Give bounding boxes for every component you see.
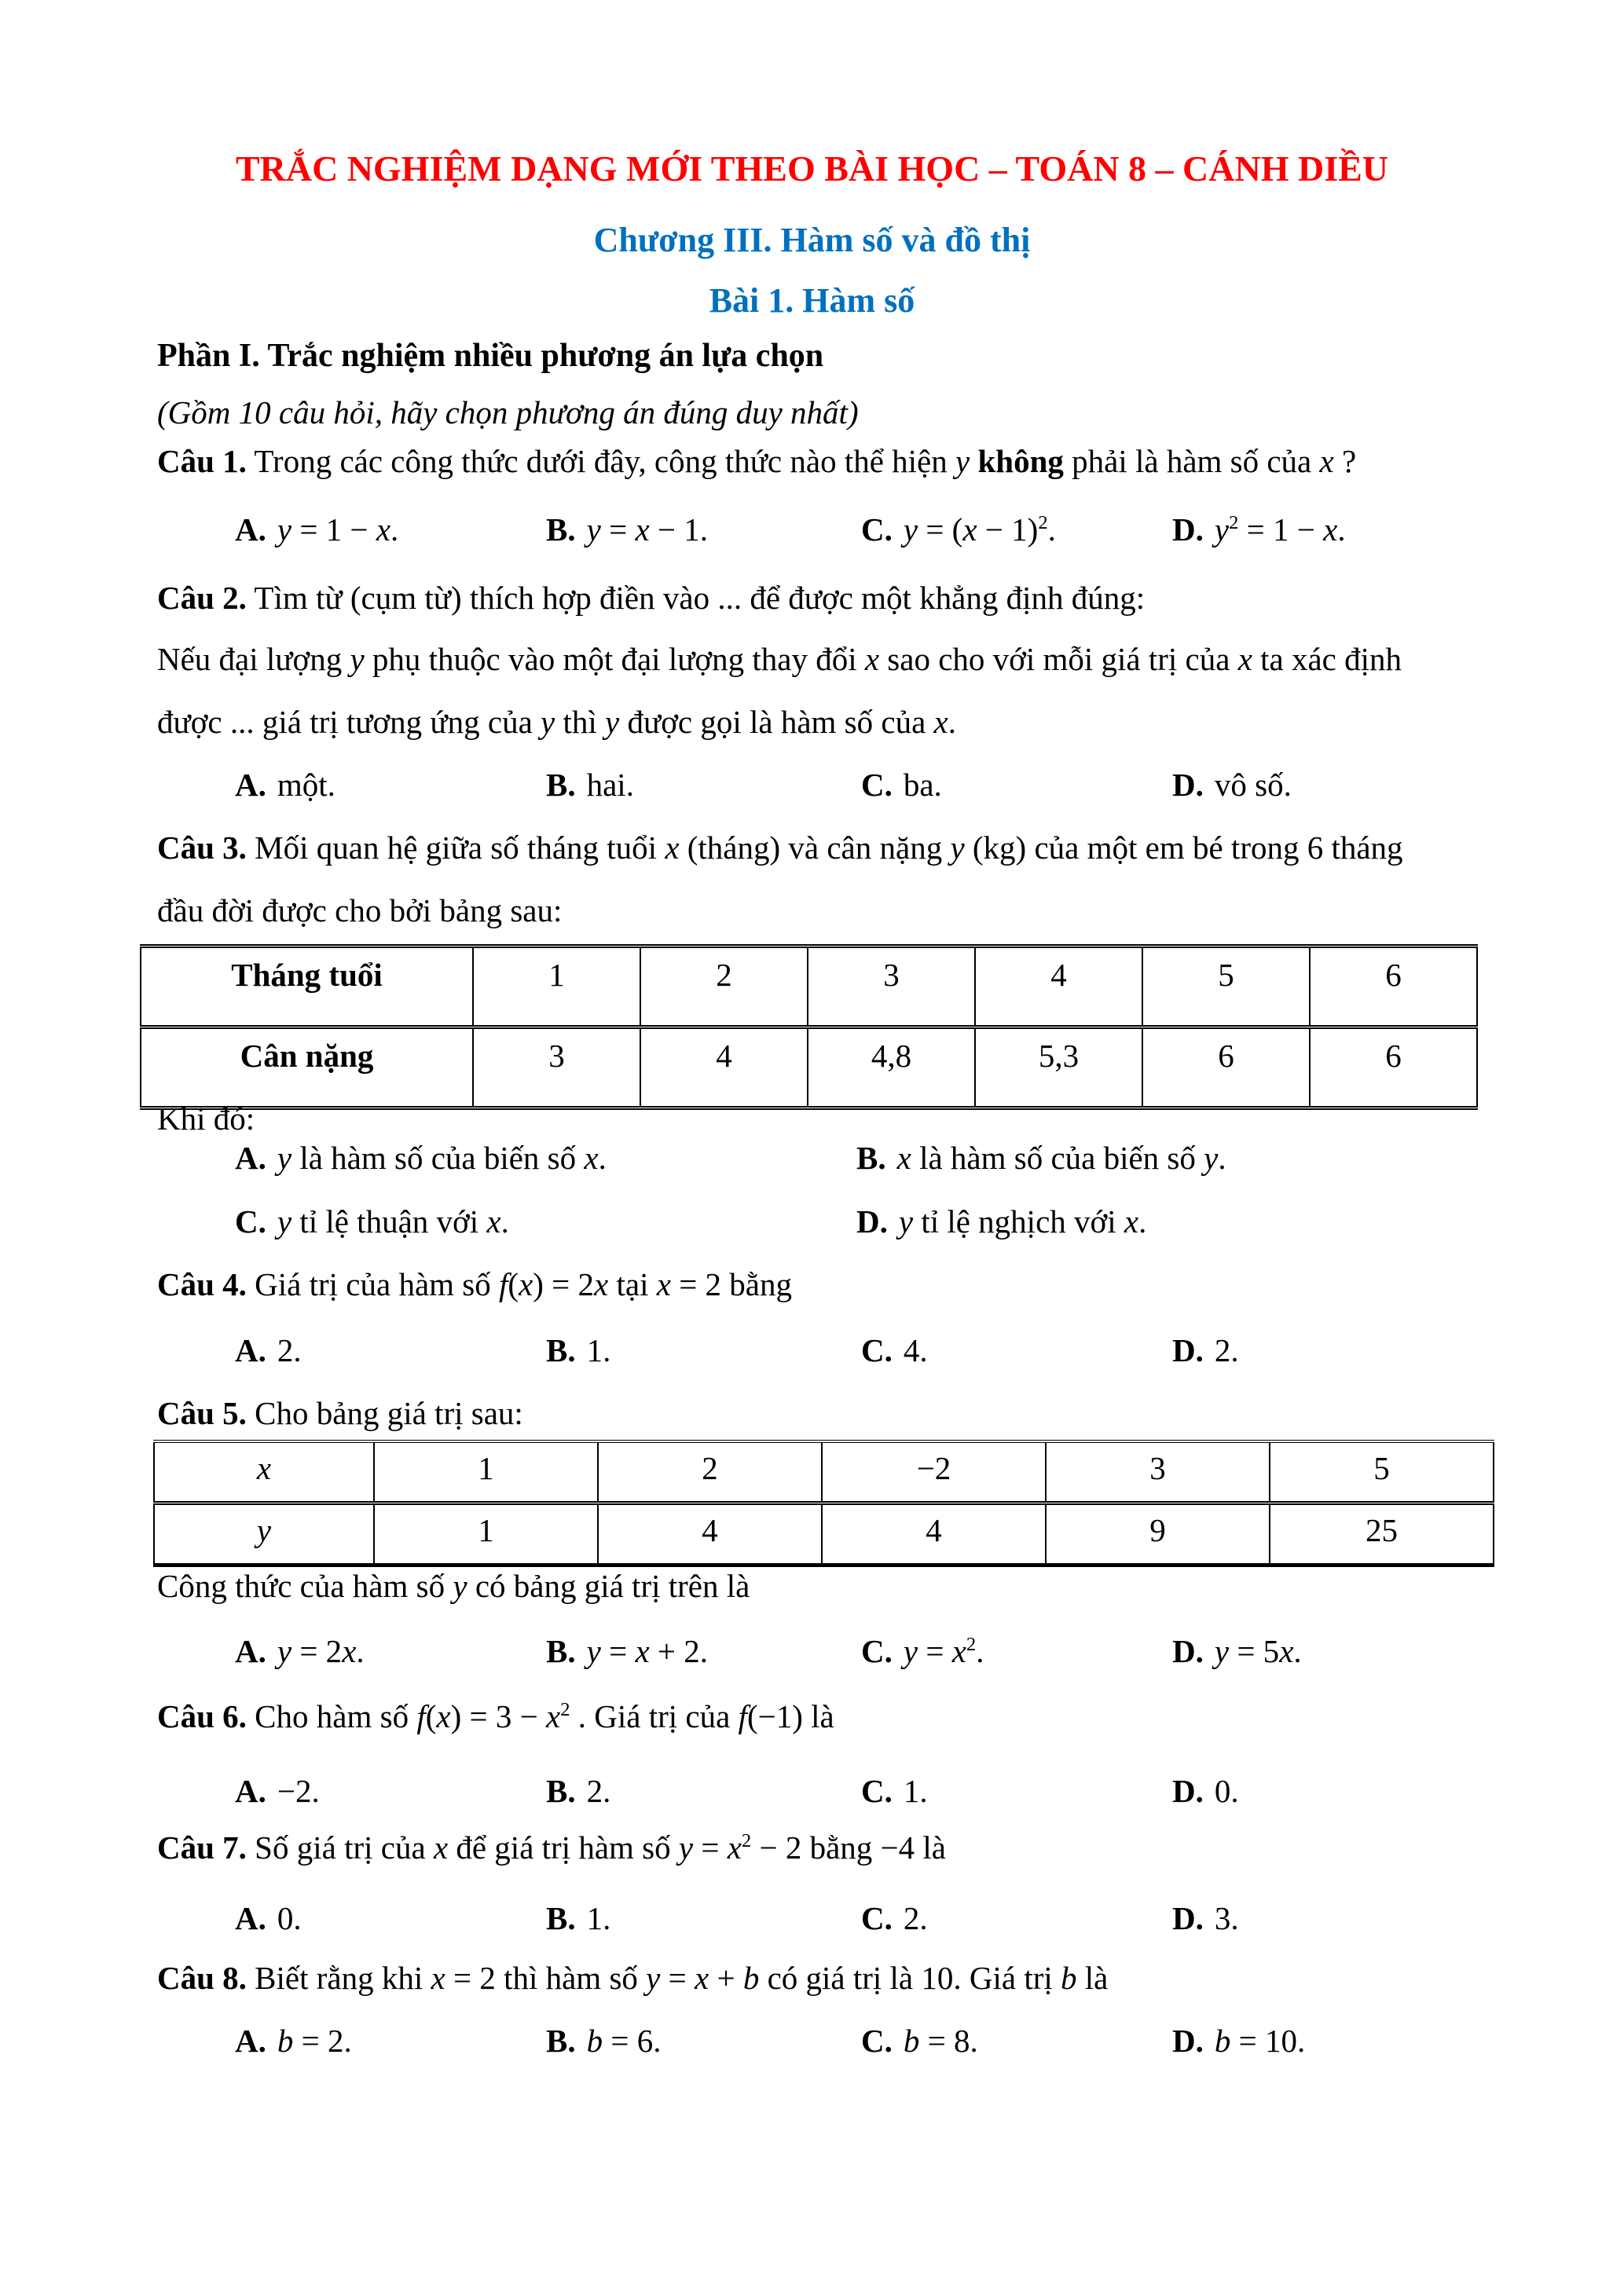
- option-label: C.: [861, 2023, 893, 2059]
- table-cell: 6: [1142, 1027, 1310, 1108]
- question-2-paragraph-line1: Nếu đại lượng y phụ thuộc vào một đại lượng thay đổi x sao cho với mỗi giá trị của x ta xác định: [157, 641, 1402, 677]
- option-text: b = 2.: [277, 2023, 352, 2059]
- option-text: y = x + 2.: [586, 1633, 709, 1669]
- question-3-after-table: Khi đó:: [157, 1100, 255, 1137]
- table-cell: 2: [640, 947, 808, 1027]
- option-text: b = 6.: [586, 2023, 662, 2059]
- table-cell: 1: [374, 1503, 598, 1565]
- table-cell: 3: [1046, 1441, 1270, 1503]
- question-3-stem-line2: đầu đời được cho bởi bảng sau:: [157, 892, 563, 928]
- option-a: [235, 1139, 856, 1177]
- option-label: B.: [856, 1140, 886, 1176]
- option-c: [861, 766, 1172, 804]
- option-b: [856, 1139, 1508, 1177]
- table-cell: 4,8: [808, 1027, 975, 1108]
- option-label: B.: [546, 511, 576, 547]
- option-a: [235, 1632, 546, 1670]
- option-d: [1172, 766, 1508, 804]
- table-cell: 1: [374, 1441, 598, 1503]
- table-cell: 5,3: [975, 1027, 1142, 1108]
- option-label: B.: [546, 2023, 576, 2059]
- table-cell: 9: [1046, 1503, 1270, 1565]
- option-label: C.: [861, 1900, 893, 1936]
- option-label: A.: [235, 1773, 266, 1809]
- option-c: [861, 1331, 1172, 1369]
- option-text: b = 10.: [1214, 2023, 1306, 2059]
- option-label: D.: [1172, 767, 1204, 803]
- table-cell: −2: [822, 1441, 1046, 1503]
- option-b: [546, 1772, 861, 1810]
- question-1-options: [235, 511, 1508, 548]
- option-a: [235, 766, 546, 804]
- table-cell: 3: [808, 947, 975, 1027]
- option-text: 2.: [1214, 1332, 1239, 1368]
- option-text: 1.: [903, 1773, 928, 1809]
- table-cell: 4: [975, 947, 1142, 1027]
- option-b: [546, 766, 861, 804]
- option-d: [1172, 1899, 1508, 1937]
- lesson-heading: Bài 1. Hàm số: [709, 281, 915, 320]
- option-label: A.: [235, 2023, 266, 2059]
- option-text: y tỉ lệ nghịch với x.: [898, 1203, 1147, 1240]
- option-text: 2.: [277, 1332, 302, 1368]
- table-cell: 3: [473, 1027, 640, 1108]
- option-d: [1172, 1331, 1508, 1369]
- option-label: C.: [861, 511, 893, 547]
- option-label: B.: [546, 1900, 576, 1936]
- value-table: [153, 1440, 1494, 1567]
- option-b: [546, 1331, 861, 1369]
- question-6-options: [235, 1772, 1508, 1810]
- table-row: [154, 1503, 1494, 1565]
- option-text: một.: [277, 767, 335, 803]
- row-header: Tháng tuổi: [141, 947, 473, 1027]
- table-cell: 6: [1310, 1027, 1477, 1108]
- question-6-stem: Câu 6. Cho hàm số $f(x) = 3 - x^2$ . Giá trị của f(−1) là: [157, 1698, 834, 1734]
- question-4-options: [235, 1331, 1508, 1369]
- question-2-paragraph-line2: được ... giá trị tương ứng của y thì y được gọi là hàm số của x.: [157, 704, 956, 740]
- question-7-stem: Câu 7. Số giá trị của x để giá trị hàm số $y = x^2 - 2$ bằng −4 là: [157, 1829, 947, 1866]
- option-b: [546, 2022, 861, 2060]
- option-text: 2.: [903, 1900, 928, 1936]
- option-text: y = x − 1.: [586, 511, 709, 547]
- table-cell: 2: [598, 1441, 822, 1503]
- option-label: B.: [546, 1773, 576, 1809]
- option-label: D.: [856, 1203, 888, 1240]
- option-c: [861, 1899, 1172, 1937]
- question-3-stem-line1: Câu 3. Mối quan hệ giữa số tháng tuổi x (tháng) và cân nặng y (kg) của một em bé trong 6 tháng: [157, 829, 1403, 866]
- option-c: [861, 511, 1172, 548]
- option-text: 1.: [586, 1332, 611, 1368]
- option-label: A.: [235, 1332, 266, 1368]
- option-text: 1.: [586, 1900, 611, 1936]
- option-text: $y^2 = 1 - x$.: [1214, 511, 1346, 547]
- question-1-stem: Câu 1. Trong các công thức dưới đây, công thức nào thể hiện y không phải là hàm số của x ?: [157, 443, 1357, 479]
- option-d: [1172, 511, 1508, 548]
- option-label: C.: [861, 1633, 893, 1669]
- option-text: b = 8.: [903, 2023, 978, 2059]
- question-2-stem: Câu 2. Tìm từ (cụm từ) thích hợp điền vào ... để được một khẳng định đúng:: [157, 580, 1146, 616]
- question-7-options: [235, 1899, 1508, 1937]
- option-b: [546, 511, 861, 548]
- option-label: D.: [1172, 1633, 1204, 1669]
- option-b: [546, 1632, 861, 1670]
- option-label: D.: [1172, 2023, 1204, 2059]
- question-5-stem: Câu 5. Cho bảng giá trị sau:: [157, 1395, 523, 1431]
- row-header: y: [154, 1503, 374, 1565]
- option-label: B.: [546, 1633, 576, 1669]
- option-c: [861, 2022, 1172, 2060]
- part-note: (Gồm 10 câu hỏi, hãy chọn phương án đúng duy nhất): [157, 394, 859, 430]
- option-a: [235, 1331, 546, 1369]
- question-8-options: [235, 2022, 1508, 2060]
- option-text: 0.: [277, 1900, 302, 1936]
- option-label: B.: [546, 1332, 576, 1368]
- table-cell: 4: [598, 1503, 822, 1565]
- option-a: [235, 1772, 546, 1810]
- chapter-heading: Chương III. Hàm số và đồ thị: [593, 221, 1031, 259]
- doc-title: TRẮC NGHIỆM DẠNG MỚI THEO BÀI HỌC – TOÁN 8 – CÁNH DIỀU: [235, 148, 1389, 189]
- option-label: D.: [1172, 1900, 1204, 1936]
- option-text: vô số.: [1214, 767, 1292, 803]
- question-5-after-table: Công thức của hàm số y có bảng giá trị trên là: [157, 1568, 750, 1604]
- table-cell: 6: [1310, 947, 1477, 1027]
- option-label: A.: [235, 1633, 266, 1669]
- row-header: x: [154, 1441, 374, 1503]
- question-5-options: [235, 1632, 1508, 1670]
- option-label: A.: [235, 1900, 266, 1936]
- option-c: [861, 1632, 1172, 1670]
- option-label: A.: [235, 1140, 266, 1176]
- option-text: 4.: [903, 1332, 928, 1368]
- option-d: [1172, 1632, 1508, 1670]
- table-row: [141, 1027, 1477, 1108]
- option-text: hai.: [586, 767, 634, 803]
- option-text: 3.: [1214, 1900, 1239, 1936]
- table-row: [141, 947, 1477, 1027]
- option-b: [546, 1899, 861, 1937]
- option-label: A.: [235, 511, 266, 547]
- option-text: y = 1 − x.: [277, 511, 399, 547]
- option-label: D.: [1172, 1773, 1204, 1809]
- option-label: C.: [235, 1203, 266, 1240]
- table-cell: 4: [640, 1027, 808, 1108]
- option-text: 0.: [1214, 1773, 1239, 1809]
- question-2-options: [235, 766, 1508, 804]
- option-text: y là hàm số của biến số x.: [277, 1140, 607, 1176]
- option-text: −2.: [277, 1773, 320, 1809]
- option-label: C.: [861, 1332, 893, 1368]
- row-header: Cân nặng: [141, 1027, 473, 1108]
- table-row: [154, 1441, 1494, 1503]
- question-4-stem: Câu 4. Giá trị của hàm số f(x) = 2x tại x = 2 bằng: [157, 1266, 793, 1302]
- option-text: y = 2x.: [277, 1633, 365, 1669]
- option-label: D.: [1172, 1332, 1204, 1368]
- option-label: D.: [1172, 511, 1204, 547]
- option-text: ba.: [903, 767, 942, 803]
- question-3-options-row2: [235, 1203, 1508, 1240]
- option-text: 2.: [586, 1773, 611, 1809]
- option-text: $y = x^2$.: [903, 1633, 984, 1669]
- option-c: [861, 1772, 1172, 1810]
- question-3-options-row1: [235, 1139, 1508, 1177]
- option-label: A.: [235, 767, 266, 803]
- option-a: [235, 511, 546, 548]
- part-heading: Phần I. Trắc nghiệm nhiều phương án lựa chọn: [157, 338, 824, 374]
- option-d: [1172, 1772, 1508, 1810]
- option-text: $y = (x - 1)^2$.: [903, 511, 1056, 547]
- table-cell: 25: [1270, 1503, 1494, 1565]
- table-cell: 5: [1270, 1441, 1494, 1503]
- option-d: [856, 1203, 1508, 1240]
- option-a: [235, 2022, 546, 2060]
- option-text: y = 5x.: [1214, 1633, 1302, 1669]
- question-8-stem: Câu 8. Biết rằng khi x = 2 thì hàm số y = x + b có giá trị là 10. Giá trị b là: [157, 1960, 1109, 1996]
- table-cell: 4: [822, 1503, 1046, 1565]
- table-cell: 5: [1142, 947, 1310, 1027]
- option-a: [235, 1899, 546, 1937]
- option-d: [1172, 2022, 1508, 2060]
- option-c: [235, 1203, 856, 1240]
- option-label: C.: [861, 1773, 893, 1809]
- age-weight-table: [140, 944, 1478, 1110]
- table-cell: 1: [473, 947, 640, 1027]
- option-text: y tỉ lệ thuận với x.: [277, 1203, 509, 1240]
- option-label: B.: [546, 767, 576, 803]
- option-label: C.: [861, 767, 893, 803]
- option-text: x là hàm số của biến số y.: [896, 1140, 1226, 1176]
